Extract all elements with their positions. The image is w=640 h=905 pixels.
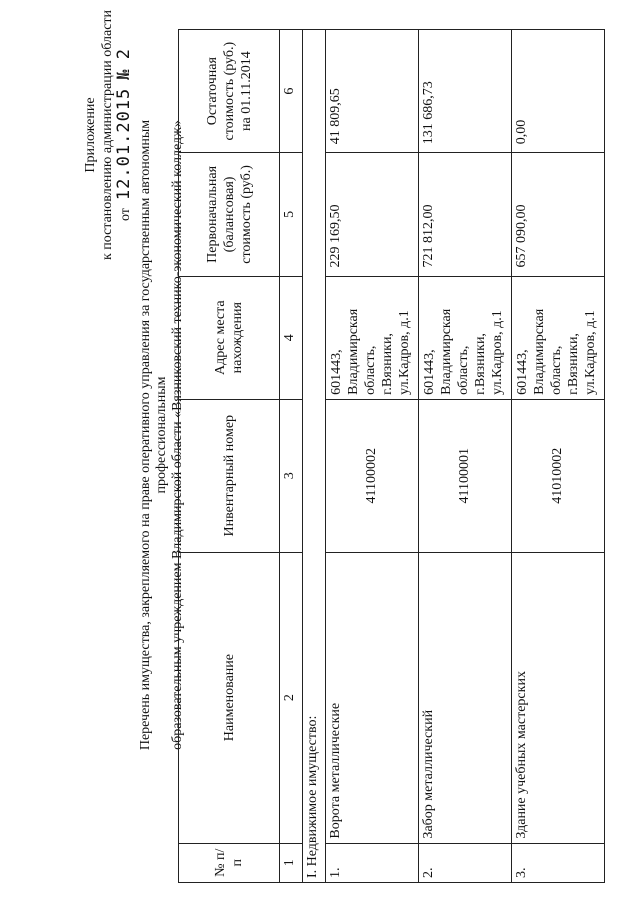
appendix-block (82, 5, 134, 265)
appendix-decree: к постановлению администрации области (100, 9, 115, 261)
table-row (326, 30, 419, 883)
row-residual-cost: 131 686,73 (419, 30, 512, 153)
column-number: 4 (280, 276, 303, 399)
decree-number: № 2 (114, 49, 134, 80)
row-initial-cost: 721 812,00 (419, 153, 512, 276)
column-number: 5 (280, 153, 303, 276)
row-number: 3. (512, 843, 605, 882)
header-initial-cost: Первоначальная (балансовая) стоимость (руб.) (179, 153, 280, 276)
appendix-title: Приложение (83, 97, 98, 173)
table-row (512, 30, 605, 883)
property-table (178, 29, 605, 883)
from-label: от (118, 208, 133, 222)
title-line-1: Перечень имущества, закрепляемого на праве оперативного управления за государственным автономным профессиональным (138, 119, 169, 751)
row-name: Здание учебных мастерских (512, 552, 605, 843)
column-number: 2 (280, 552, 303, 843)
section-title: I. Недвижимое имущество: (303, 30, 326, 883)
row-residual-cost: 41 809,65 (326, 30, 419, 153)
table-header-row (179, 30, 280, 883)
column-number-row (280, 30, 303, 883)
header-residual-cost: Остаточная стоимость (руб.) на 01.11.2014 (179, 30, 280, 153)
row-inventory: 41100002 (326, 399, 419, 552)
header-number: № п/п (179, 843, 280, 882)
row-address: 601443, Владимирская область, г.Вязники, ул.Кадров, д.1 (326, 276, 419, 399)
header-name: Наименование (179, 552, 280, 843)
column-number: 6 (280, 30, 303, 153)
decree-date: 12.01.2015 (114, 87, 134, 201)
row-initial-cost: 657 090,00 (512, 153, 605, 276)
row-initial-cost: 229 169,50 (326, 153, 419, 276)
row-number: 1. (326, 843, 419, 882)
header-inventory: Инвентарный номер (179, 399, 280, 552)
row-name: Ворота металлические (326, 552, 419, 843)
row-number: 2. (419, 843, 512, 882)
column-number: 1 (280, 843, 303, 882)
row-inventory: 41010002 (512, 399, 605, 552)
row-address: 601443, Владимирская область, г.Вязники, ул.Кадров, д.1 (512, 276, 605, 399)
section-row (303, 30, 326, 883)
header-address: Адрес места нахождения (179, 276, 280, 399)
row-inventory: 41100001 (419, 399, 512, 552)
title-line-2: образовательным учреждением Владимирской области «Вязниковский технико-экономический колледж» (170, 120, 185, 750)
table-row (419, 30, 512, 883)
column-number: 3 (280, 399, 303, 552)
appendix-date-line (116, 5, 134, 265)
row-address: 601443, Владимирская область, г.Вязники, ул.Кадров, д.1 (419, 276, 512, 399)
row-residual-cost: 0,00 (512, 30, 605, 153)
row-name: Забор металлический (419, 552, 512, 843)
